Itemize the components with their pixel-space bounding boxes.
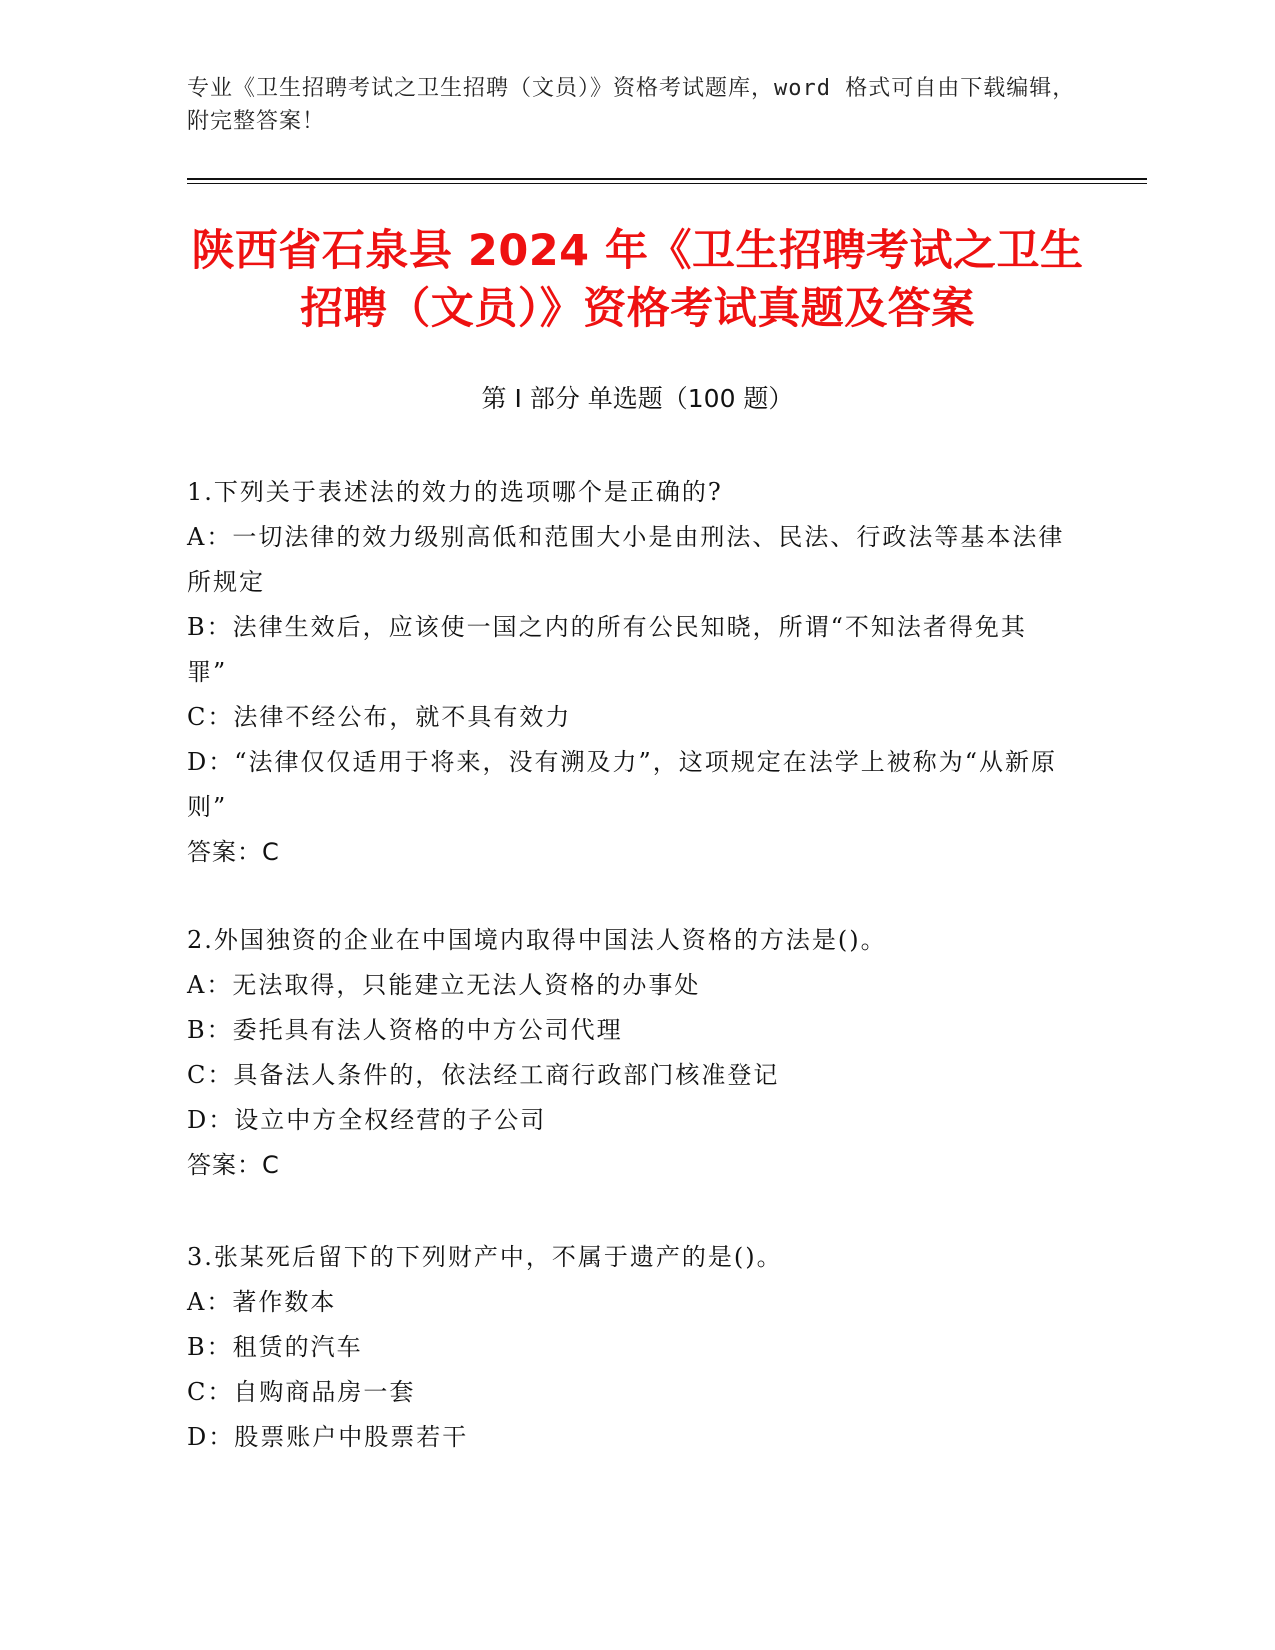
question-3-option-b: B：租赁的汽车 (187, 1333, 363, 1361)
question-2-stem: 2.外国独资的企业在中国境内取得中国法人资格的方法是()。 (187, 926, 887, 954)
header-divider-thick (187, 178, 1147, 180)
question-2-option-b: B：委托具有法人资格的中方公司代理 (187, 1016, 623, 1044)
question-1-option-a: A：一切法律的效力级别高低和范围大小是由刑法、民法、行政法等基本法律所规定 (187, 523, 1065, 596)
document-title-line-1: 陕西省石泉县 2024 年《卫生招聘考试之卫生 (191, 226, 1084, 276)
question-1-option-b: B：法律生效后，应该使一国之内的所有公民知晓，所谓“不知法者得免其罪” (187, 613, 1027, 686)
question-2-option-c: C：具备法人条件的，依法经工商行政部门核准登记 (187, 1061, 780, 1089)
question-3-option-a: A：著作数本 (187, 1288, 337, 1316)
question-2-option-d: D：设立中方全权经营的子公司 (187, 1106, 547, 1134)
question-2-option-a: A：无法取得，只能建立无法人资格的办事处 (187, 971, 701, 999)
header-divider-thin (187, 183, 1147, 184)
question-2 (187, 918, 1067, 1188)
question-3-stem: 3.张某死后留下的下列财产中，不属于遗产的是()。 (187, 1243, 783, 1271)
question-1-option-d: D：“法律仅仅适用于将来，没有溯及力”，这项规定在法学上被称为“从新原则” (187, 748, 1058, 821)
question-1-stem: 1.下列关于表述法的效力的选项哪个是正确的? (187, 478, 723, 506)
question-3-option-d: D：股票账户中股票若干 (187, 1423, 469, 1451)
header-note: 专业《卫生招聘考试之卫生招聘（文员）》资格考试题库，word 格式可自由下载编辑，附完整答案！ (187, 76, 1076, 134)
question-2-answer: 答案：C (187, 1151, 280, 1179)
question-1 (187, 470, 1067, 875)
document-title (180, 222, 1095, 338)
question-3 (187, 1235, 1067, 1460)
section-title: 第 I 部分 单选题（100 题） (481, 384, 794, 413)
question-1-option-c: C：法律不经公布，就不具有效力 (187, 703, 572, 731)
document-title-line-2: 招聘（文员）》资格考试真题及答案 (300, 284, 975, 334)
question-1-answer: 答案：C (187, 838, 280, 866)
question-3-option-c: C：自购商品房一套 (187, 1378, 416, 1406)
